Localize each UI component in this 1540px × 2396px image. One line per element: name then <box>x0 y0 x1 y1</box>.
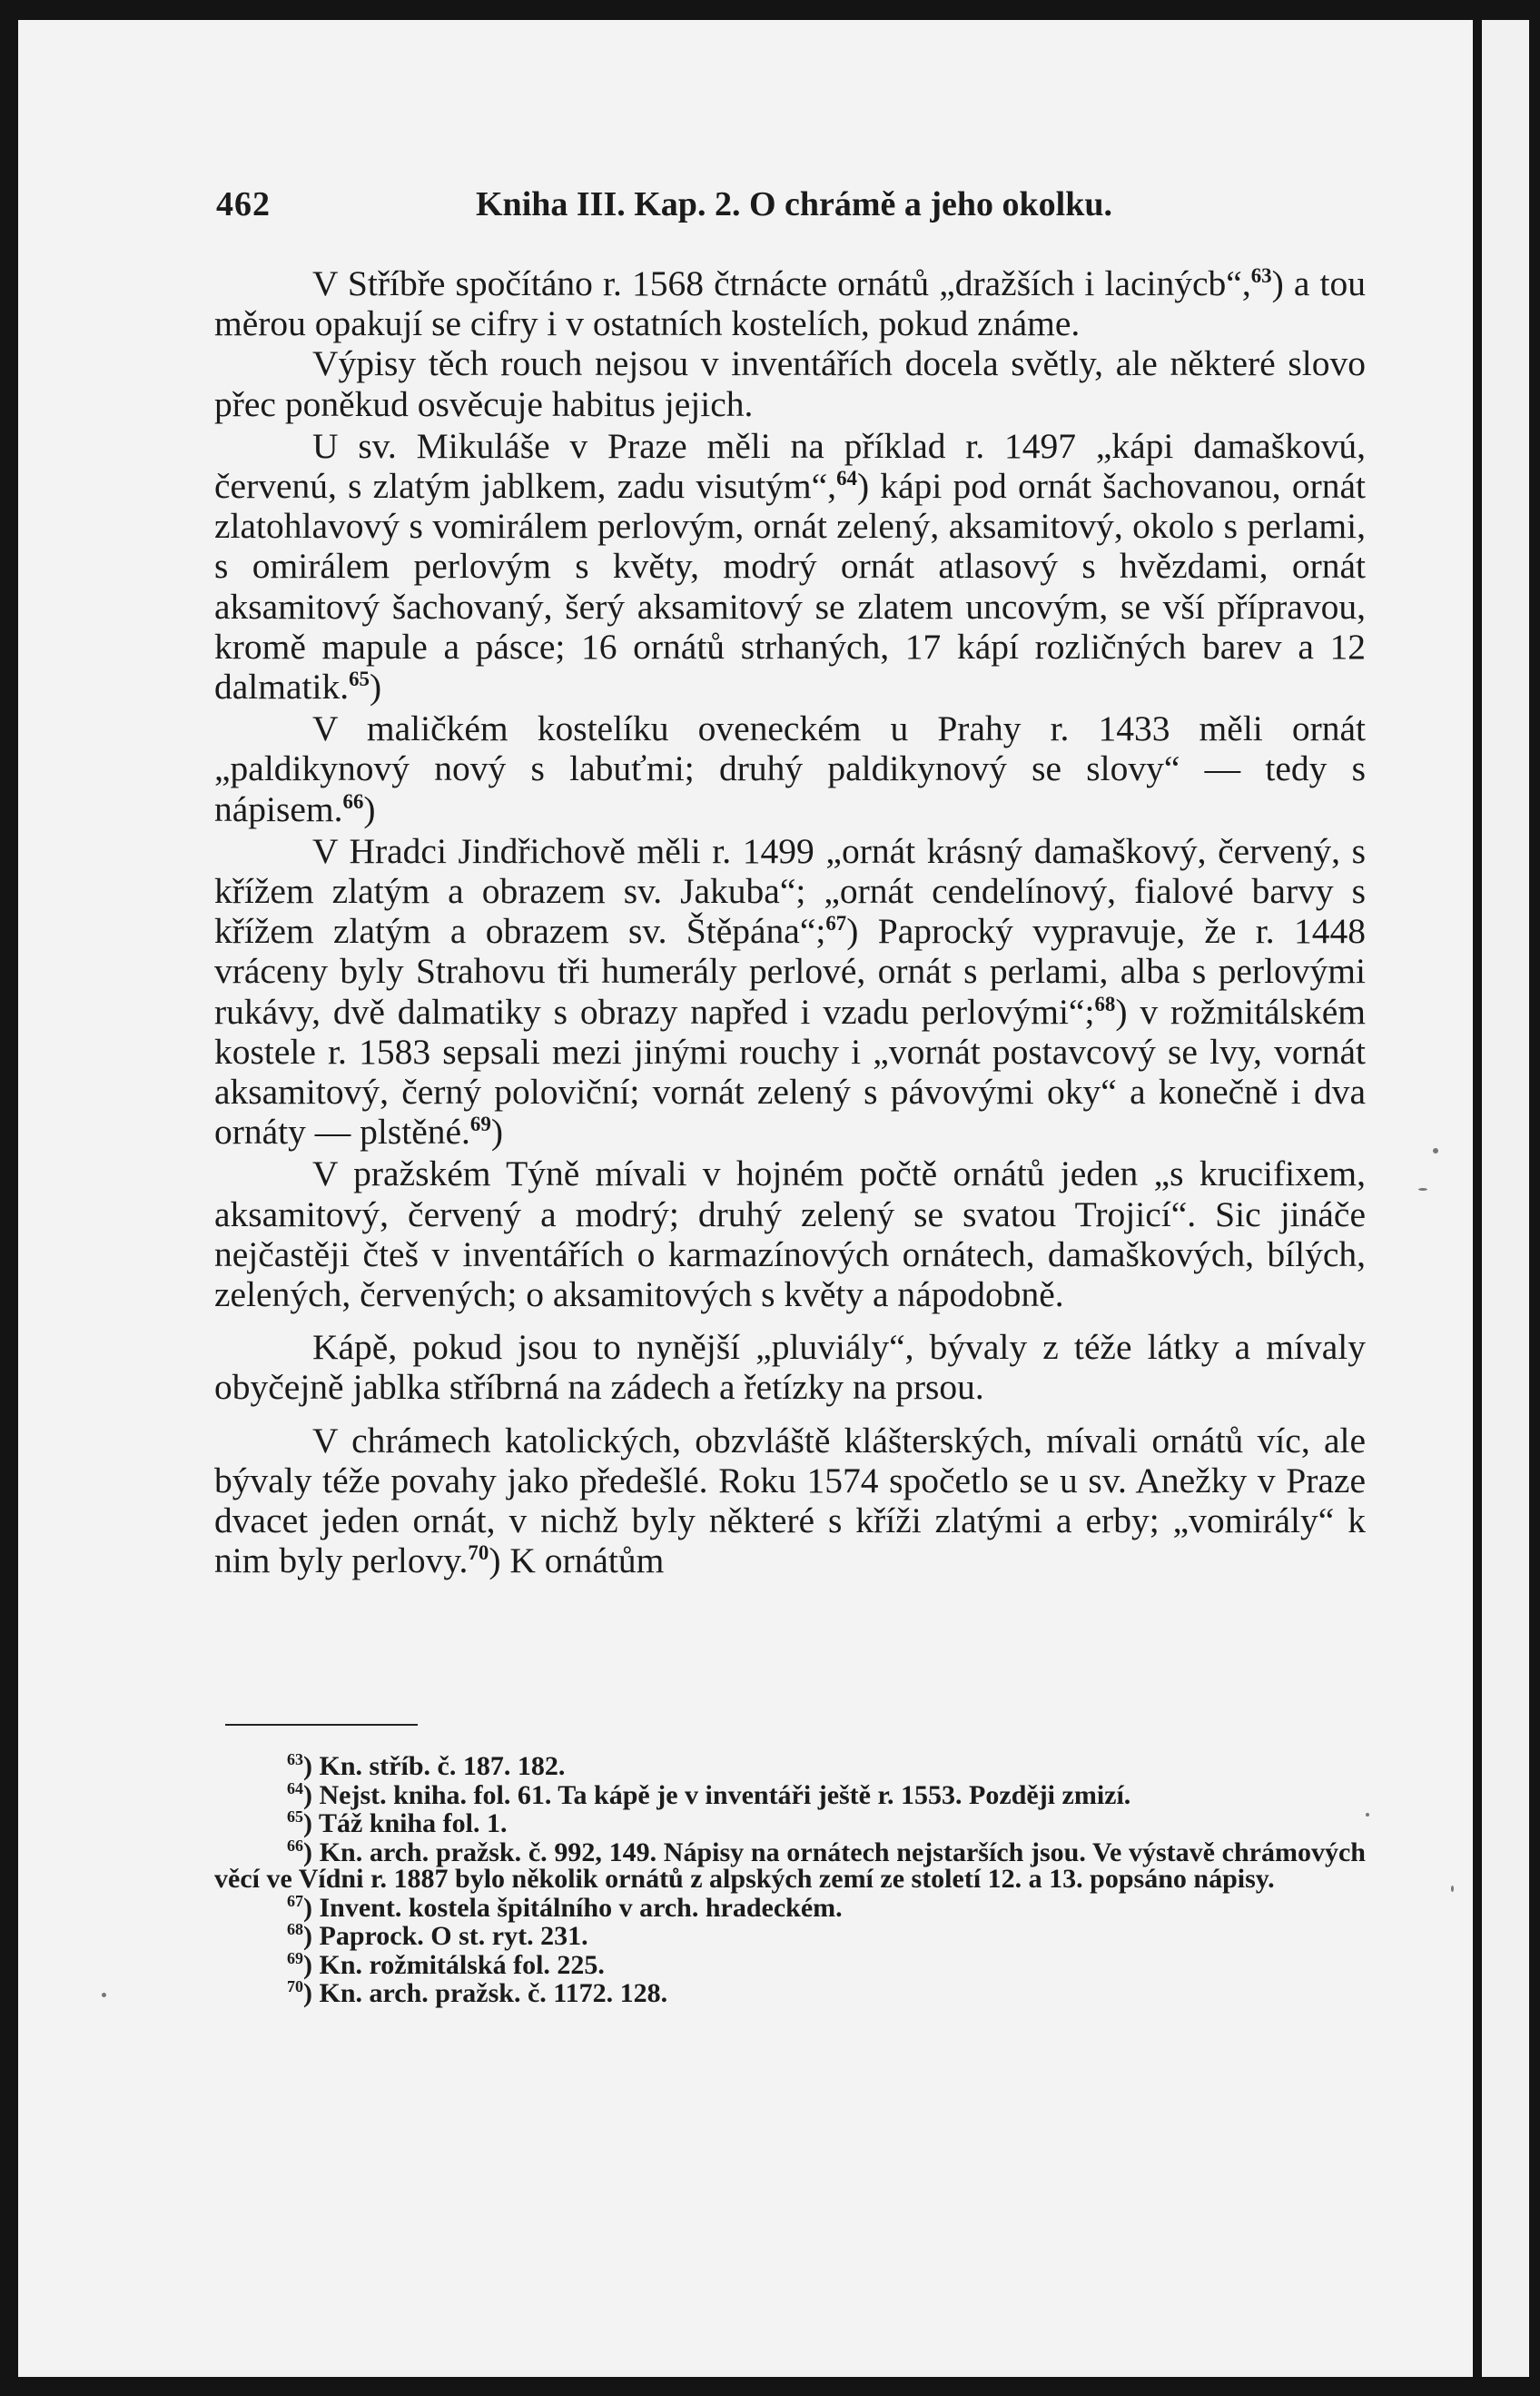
paper-speck <box>1433 1148 1438 1153</box>
book-page <box>18 20 1473 2377</box>
footnote <box>214 1750 1366 1781</box>
paragraph <box>214 1153 1366 1314</box>
paragraph <box>214 426 1366 707</box>
paragraph-text: V pražském Týně mívali v hojném počtě ornátů jeden „s krucifixem, aksamitový, červený a modrý; druhý zelený se svatou Trojicí“. Sic jináče nejčastěji čteš v inventářích o karmazínových ornátech, damaškových, bílých, zelených, červených; o aksamitových s květy a nápodobně. <box>214 1153 1366 1315</box>
footnote-text: ) Kn. stříb. č. 187. 182. <box>303 1751 566 1781</box>
paragraph-text: ) v rožmitálském kostele r. 1583 sepsali mezi jinými rouchy i „vornát postavcový se lvy, vornát aksamitový, černý poloviční; vornát zelený s pávovými oky“ a konečně i dva ornáty — plstěné. <box>214 991 1366 1153</box>
footnote-text: ) Táž kniha fol. 1. <box>303 1808 508 1838</box>
paper-speck <box>102 1993 106 1997</box>
paragraph-text: Výpisy těch rouch nejsou v inventářích docela světly, ale některé slovo přec poněkud osvěcuje habitus jejich. <box>214 343 1366 424</box>
footnote-reference: 68 <box>1094 992 1116 1015</box>
paragraph-text: ) Paprocký vypravuje, že r. 1448 vráceny byly Strahovu tři humerály perlové, ornát s perlami, alba s perlovými rukávy, dvě dalmatiky s obrazy napřed i vzadu perlovými“; <box>214 911 1366 1032</box>
paragraph-text: Kápě, pokud jsou to nynější „pluviály“, bývaly z téže látky a mívaly obyčejně jablka stříbrná na zádech a řetízky na prsou. <box>214 1327 1366 1408</box>
footnote-text: ) Invent. kostela špitálního v arch. hradeckém. <box>303 1892 843 1923</box>
paragraph-text: V Stříbře spočítáno r. 1568 čtrnácte ornátů „dražších i lacinýcb“, <box>312 263 1251 303</box>
footnote-number: 68 <box>287 1920 303 1939</box>
paragraph-text: V Hradci Jindřichově měli r. 1499 „ornát krásný damaškový, červený, s křížem zlatým a obrazem sv. Jakuba“; „ornát cendelínový, fialové barvy s křížem zlatým a obrazem sv. Štěpána“; <box>214 830 1366 952</box>
paragraph-text: ) <box>363 788 376 829</box>
adjacent-page-edge <box>1482 20 1529 2377</box>
footnote <box>214 1778 1366 1810</box>
paragraph-text: ) kápi pod ornát šachovanou, ornát zlatohlavový s vomirálem perlovým, ornát zelený, aksamitový, okolo s perlami, s omirálem perlovým s květy, modrý ornát atlasový s hvězdami, ornát aksamitový šachovaný, šerý aksamitový se zlatem uncovým, se vší přípravou, kromě mapule a pásce; 16 ornátů strhaných, 17 kápí rozličných barev a 12 dalmatik. <box>214 466 1366 708</box>
paragraph-text: U sv. Mikuláše v Praze měli na příklad r. 1497 „kápi damaškovú, červenú, s zlatým jablkem, zadu visutým“, <box>214 425 1366 507</box>
paragraph <box>214 1421 1366 1581</box>
footnote-number: 66 <box>287 1836 303 1855</box>
footnote-reference: 66 <box>342 789 364 813</box>
footnote-reference: 69 <box>469 1113 491 1136</box>
footnote-number: 65 <box>287 1807 303 1827</box>
footnote-reference: 70 <box>468 1541 489 1565</box>
footnote <box>214 1836 1366 1894</box>
footnote <box>214 1920 1366 1951</box>
paper-speck <box>1451 1886 1454 1892</box>
footnote-separator <box>225 1724 418 1726</box>
footnote-text: ) Kn. arch. pražsk. č. 1172. 128. <box>303 1978 668 2008</box>
footnote-number: 70 <box>287 1977 303 1996</box>
footnote <box>214 1807 1366 1838</box>
paragraph-text: ) <box>370 667 382 708</box>
footnote-reference: 64 <box>836 466 857 490</box>
footnote <box>214 1891 1366 1923</box>
footnote <box>214 1948 1366 1980</box>
footnote-reference: 65 <box>349 667 370 690</box>
footnote-reference: 67 <box>825 912 847 936</box>
page-header <box>216 182 1360 227</box>
footnote-text: ) Nejst. kniha. fol. 61. Ta kápě je v inventáři ještě r. 1553. Později zmizí. <box>303 1779 1131 1810</box>
paragraph <box>214 831 1366 1153</box>
footnote-number: 63 <box>287 1750 303 1769</box>
paper-speck <box>1418 1188 1427 1191</box>
paragraph <box>214 343 1366 423</box>
footnote-number: 64 <box>287 1778 303 1797</box>
footnote-number: 67 <box>287 1891 303 1910</box>
paragraph-text: V maličkém kostelíku oveneckém u Prahy r. 1433 měli ornát „paldikynový nový s labuťmi; druhý paldikynový se slovy“ — tedy s nápisem. <box>214 708 1366 829</box>
body-text <box>214 263 1366 1583</box>
paper-speck <box>1366 1813 1369 1817</box>
paragraph <box>214 263 1366 343</box>
footnote-text: ) Kn. arch. pražsk. č. 992, 149. Nápisy na ornátech nejstarších jsou. Ve výstavě chrámových věcí ve Vídni r. 1887 bylo několik ornátů z alpských zemí ze století 12. a 13. popsáno nápisy. <box>214 1837 1366 1894</box>
footnote <box>214 1977 1366 2008</box>
paragraph-text: ) <box>490 1112 503 1153</box>
page-number: 462 <box>216 185 271 223</box>
paragraph <box>214 1327 1366 1407</box>
footnote-number: 69 <box>287 1948 303 1967</box>
paragraph <box>214 708 1366 829</box>
footnote-text: ) Kn. rožmitálská fol. 225. <box>303 1949 605 1980</box>
running-head: Kniha III. Kap. 2. O chrámě a jeho okolku. <box>476 185 1112 223</box>
paragraph-text: ) a tou měrou opakují se cifry i v ostatních kostelích, pokud známe. <box>214 263 1366 344</box>
paragraph-text: ) K ornátům <box>489 1540 665 1581</box>
footnote-reference: 63 <box>1250 263 1272 287</box>
paragraph-text: V chrámech katolických, obzvláště klášterských, mívali ornátů víc, ale bývaly téže povahy jako předešlé. Roku 1574 spočetlo se u sv. Anežky v Praze dvacet jeden ornát, v nichž byly některé s kříži zlatými a erby; „vomirály“ k nim byly perlovy. <box>214 1420 1366 1581</box>
footnotes <box>214 1750 1366 2009</box>
footnote-text: ) Paprock. O st. ryt. 231. <box>303 1921 588 1951</box>
